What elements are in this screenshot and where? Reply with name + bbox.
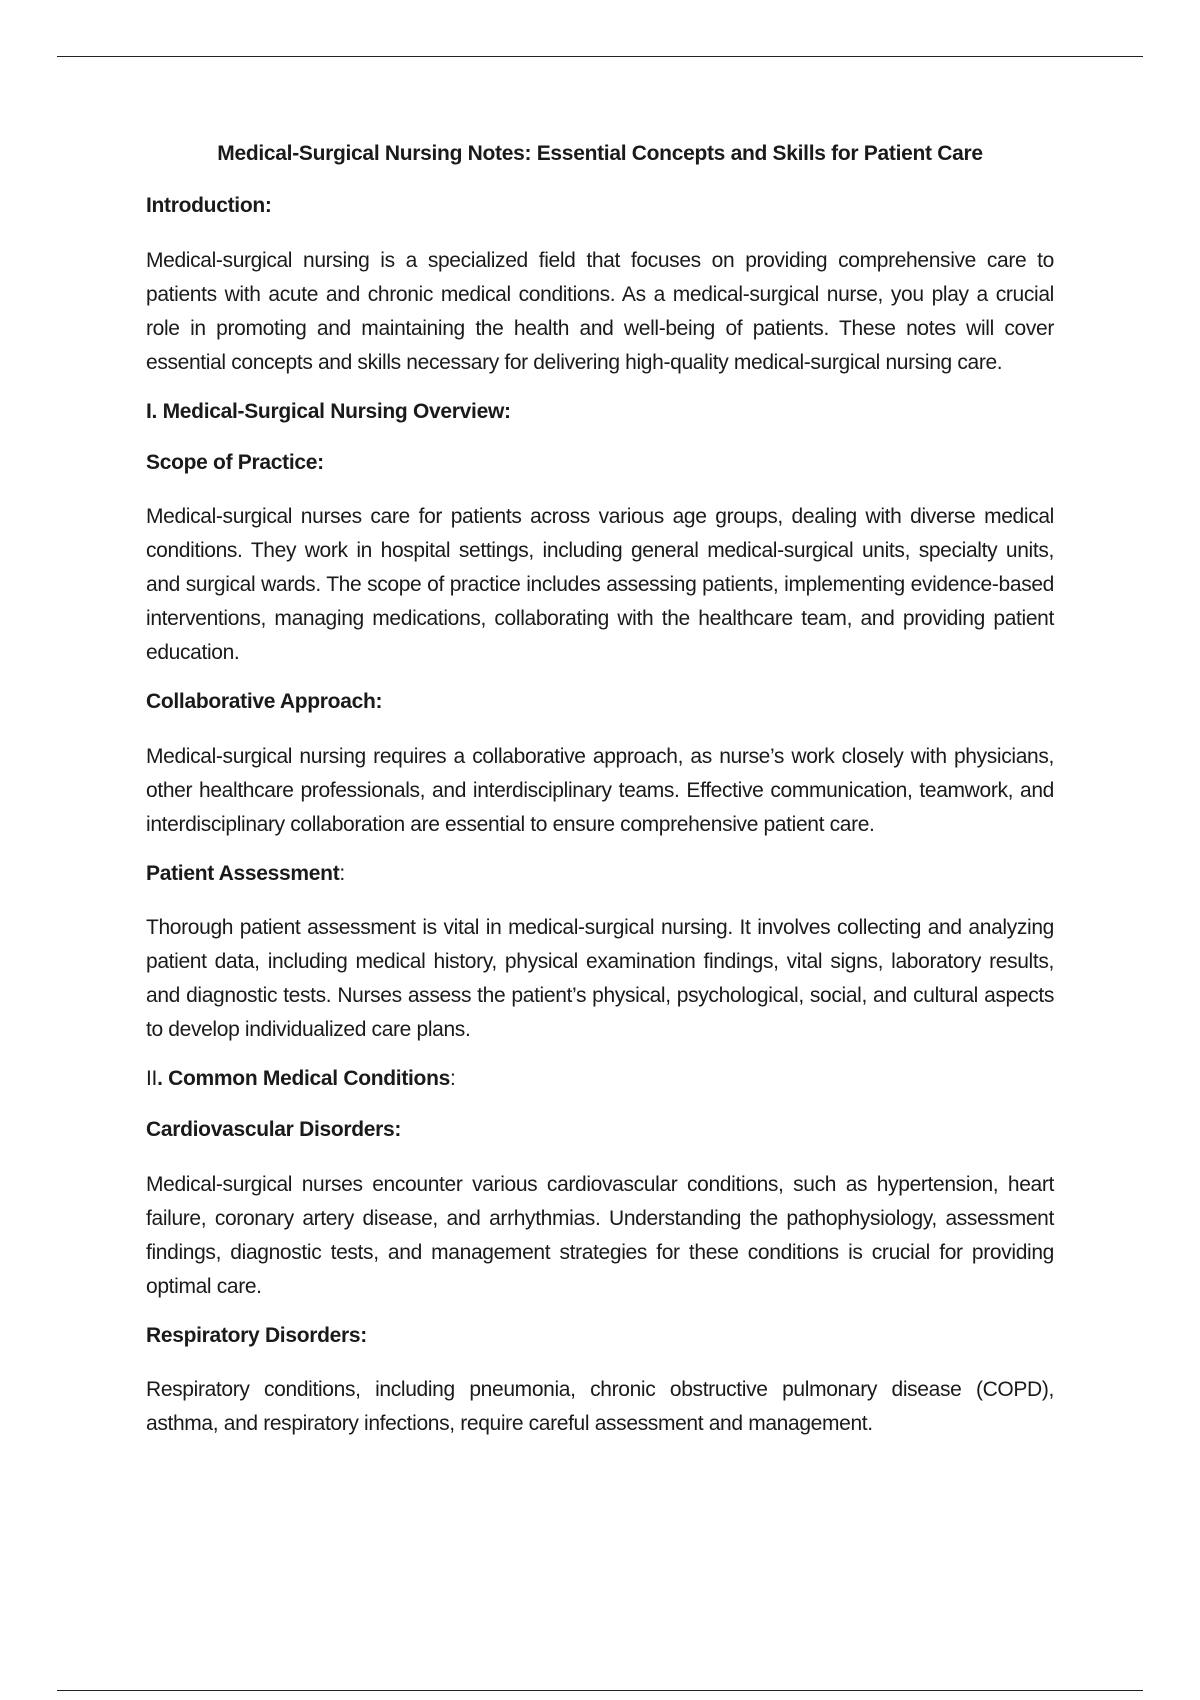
respiratory-paragraph: Respiratory conditions, including pneumonia, chronic obstructive pulmonary disease (COPD), asthma, and respiratory infections, require careful assessment and management. (146, 1378, 1054, 1436)
scope-paragraph: Medical-surgical nurses care for patients across various age groups, dealing with diverse medical conditions. They work in hospital settings, including general medical-surgical units, specialty units, and surgical wards. The scope of practice includes assessing patients, implementing evidence-based interventions, managing medications, collaborating with the healthcare team, and providing patient education. (146, 505, 1054, 665)
common-conditions-heading-colon: : (449, 1067, 456, 1091)
scope-heading: Scope of Practice: (146, 451, 324, 475)
bottom-rule (57, 1690, 1143, 1691)
common-conditions-numeral: II (146, 1067, 158, 1091)
document-body (146, 140, 1054, 1459)
introduction-heading: Introduction: (146, 194, 272, 218)
respiratory-heading: Respiratory Disorders: (146, 1323, 367, 1347)
collaborative-paragraph: Medical-surgical nursing requires a collaborative approach, as nurse’s work closely with physicians, other healthcare professionals, and interdisciplinary teams. Effective communication, teamwork, and interdisciplinary collaboration are essential to ensure comprehensive patient care. (146, 744, 1054, 836)
top-rule (57, 56, 1143, 57)
common-conditions-heading-text: . Common Medical Conditions (157, 1067, 450, 1091)
assessment-heading-colon: : (339, 861, 345, 885)
document-title: Medical-Surgical Nursing Notes: Essential Concepts and Skills for Patient Care (217, 142, 983, 165)
assessment-heading (146, 860, 1054, 888)
introduction-paragraph: Medical-surgical nursing is a specialized field that focuses on providing comprehensive care to patients with acute and chronic medical conditions. As a medical-surgical nurse, you play a crucial role in promoting and maintaining the health and well-being of patients. These notes will cover essential concepts and skills necessary for delivering high-quality medical-surgical nursing care. (146, 248, 1054, 374)
assessment-paragraph: Thorough patient assessment is vital in medical-surgical nursing. It involves collecting and analyzing patient data, including medical history, physical examination findings, vital signs, laboratory results, and diagnostic tests. Nurses assess the patient’s physical, psychological, social, and cultural aspects to develop individualized care plans. (146, 916, 1054, 1042)
cardiovascular-paragraph: Medical-surgical nurses encounter various cardiovascular conditions, such as hypertension, heart failure, coronary artery disease, and arrhythmias. Understanding the pathophysiology, assessment findings, diagnostic tests, and management strategies for these conditions is crucial for providing optimal care. (146, 1172, 1054, 1298)
assessment-heading-text: Patient Assessment (146, 861, 340, 885)
overview-heading: I. Medical-Surgical Nursing Overview: (146, 399, 511, 423)
cardiovascular-heading: Cardiovascular Disorders: (146, 1118, 402, 1142)
collaborative-heading: Collaborative Approach: (146, 690, 383, 714)
common-conditions-heading (146, 1065, 1054, 1093)
